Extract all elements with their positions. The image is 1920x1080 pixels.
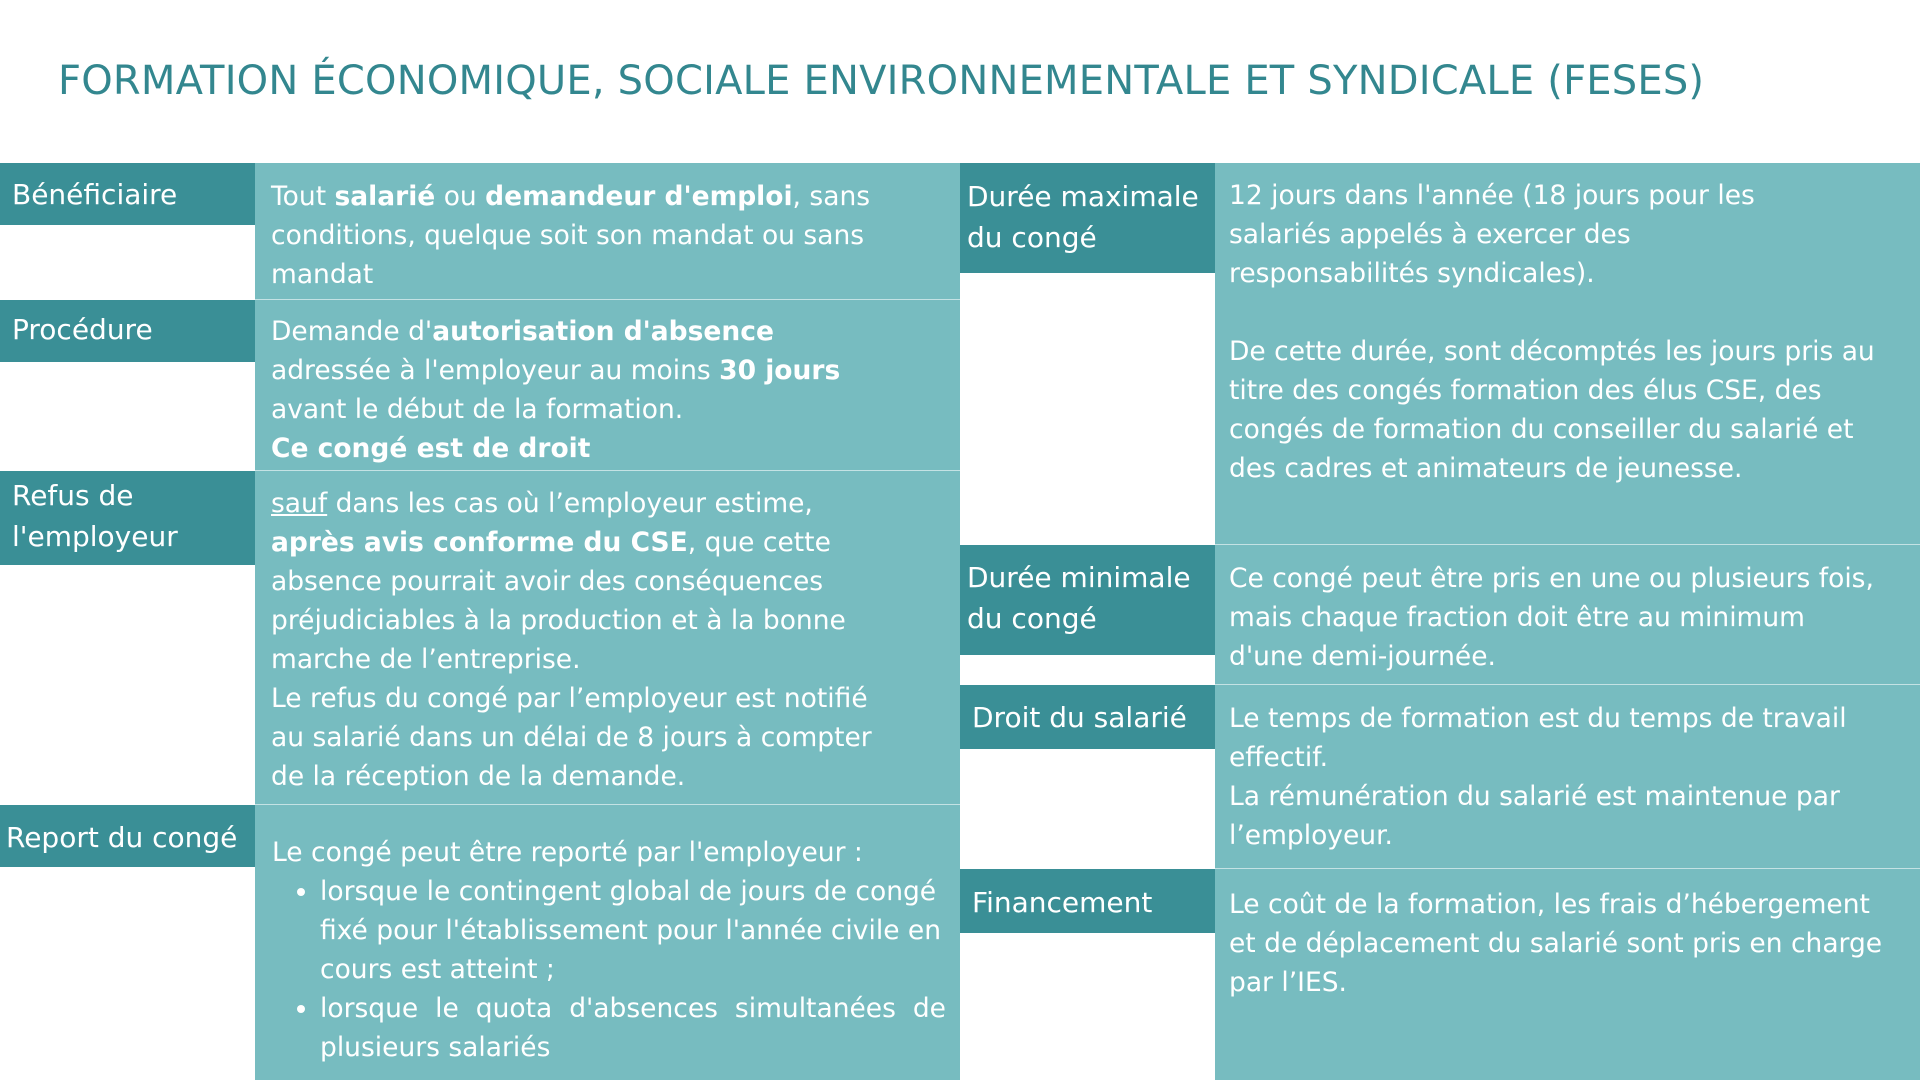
procedure-line-1: Demande d'autorisation d'absence (271, 316, 774, 347)
droit-text-2: La rémunération du salarié est maintenue par l’employeur. (1229, 781, 1840, 851)
procedure-line-4: Ce congé est de droit (271, 433, 591, 464)
label-financement: Financement (960, 869, 1215, 933)
label-report: Report du congé (0, 805, 255, 867)
duree-max-text-1: 12 jours dans l'année (18 jours pour les salariés appelés à exercer des responsabilités syndicales). (1229, 180, 1755, 289)
separator (1215, 868, 1920, 869)
droit-text-1: Le temps de formation est du temps de travail effectif. (1229, 703, 1847, 773)
separator (255, 470, 960, 471)
financement-content (1215, 869, 1920, 1080)
procedure-line-2: adressée à l'employeur au moins 30 jours (271, 355, 841, 386)
report-item-2: • lorsque le quota d'absences simultanées de plusieurs salariés (320, 989, 946, 1067)
report-item-1: • lorsque le contingent global de jours de congé fixé pour l'établissement pour l'année civile en cours est atteint ; (320, 872, 946, 989)
separator (255, 804, 960, 805)
label-duree-max: Durée maximale du congé (960, 163, 1215, 273)
separator (255, 299, 960, 300)
beneficiaire-content (255, 163, 960, 300)
label-beneficiaire: Bénéficiaire (0, 163, 255, 225)
page-title: FORMATION ÉCONOMIQUE, SOCIALE ENVIRONNEMENTALE ET SYNDICALE (FESES) (58, 58, 1705, 104)
label-procedure: Procédure (0, 300, 255, 362)
beneficiaire-text: Tout salarié ou demandeur d'emploi, sans conditions, quelque soit son mandat ou sans mandat (271, 181, 871, 290)
label-droit: Droit du salarié (960, 685, 1215, 749)
procedure-line-3: avant le début de la formation. (271, 394, 684, 425)
separator (1215, 684, 1920, 685)
droit-content (1215, 685, 1920, 869)
duree-max-content (1215, 163, 1920, 545)
refus-content (255, 471, 960, 805)
label-duree-min: Durée minimale du congé (960, 545, 1215, 655)
report-intro: Le congé peut être reporté par l'employeur : (272, 837, 863, 868)
procedure-content (255, 300, 960, 471)
duree-min-content (1215, 545, 1920, 685)
duree-min-text: Ce congé peut être pris en une ou plusieurs fois, mais chaque fraction doit être au minimum d'une demi-journée. (1229, 563, 1874, 672)
report-list (272, 872, 946, 1067)
financement-text: Le coût de la formation, les frais d’hébergement et de déplacement du salarié sont pris en charge par l’IES. (1229, 889, 1883, 998)
report-content (255, 805, 960, 1080)
refus-text-2: Le refus du congé par l’employeur est notifié au salarié dans un délai de 8 jours à compter de la réception de la demande. (271, 683, 872, 792)
refus-text-1: sauf dans les cas où l’employeur estime, après avis conforme du CSE, que cette absence pourrait avoir des conséquences préjudiciables à la production et à la bonne marche de l’entreprise. (271, 488, 846, 675)
separator (1215, 544, 1920, 545)
label-refus: Refus de l'employeur (0, 471, 255, 565)
duree-max-text-2: De cette durée, sont décomptés les jours pris au titre des congés formation des élus CSE, des congés de formation du conseiller du salarié et des cadres et animateurs de jeunesse. (1229, 336, 1875, 484)
